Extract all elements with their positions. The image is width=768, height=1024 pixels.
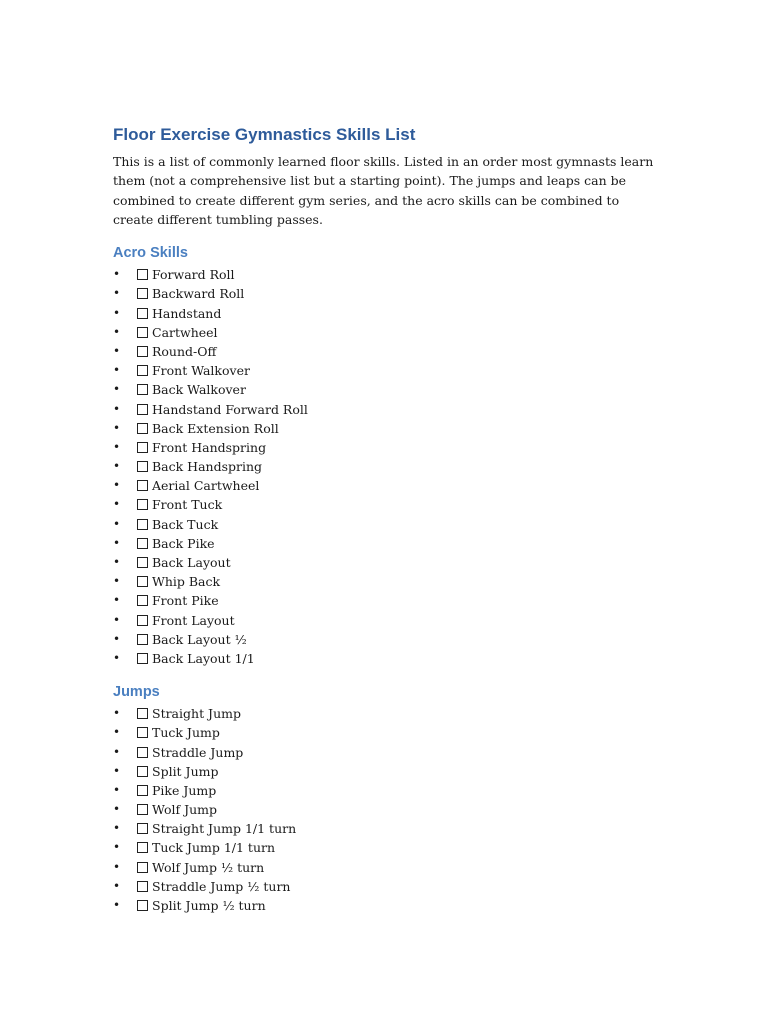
checkbox-icon bbox=[137, 384, 148, 395]
bullet-icon: • bbox=[113, 497, 121, 512]
bullet-icon: • bbox=[113, 516, 121, 531]
checkbox-icon bbox=[137, 346, 148, 357]
skill-label: Straight Jump bbox=[152, 706, 241, 722]
checkbox-icon bbox=[137, 708, 148, 719]
skill-label: Forward Roll bbox=[152, 267, 235, 283]
list-item bbox=[113, 534, 658, 553]
bullet-icon: • bbox=[113, 859, 121, 874]
skill-label: Back Walkover bbox=[152, 382, 246, 398]
bullet-icon: • bbox=[113, 744, 121, 759]
list-item bbox=[113, 877, 658, 896]
checkbox-icon bbox=[137, 480, 148, 491]
list-item bbox=[113, 896, 658, 915]
skill-label: Front Layout bbox=[152, 612, 235, 628]
bullet-icon: • bbox=[113, 763, 121, 778]
list-item bbox=[113, 265, 658, 284]
bullet-icon: • bbox=[113, 343, 121, 358]
skill-label: Front Tuck bbox=[152, 497, 223, 513]
skill-label: Wolf Jump ½ turn bbox=[152, 859, 265, 875]
checkbox-icon bbox=[137, 634, 148, 645]
list-item bbox=[113, 553, 658, 572]
skill-label: Backward Roll bbox=[152, 286, 245, 302]
skill-label: Front Pike bbox=[152, 593, 219, 609]
skill-label: Tuck Jump 1/1 turn bbox=[152, 840, 276, 856]
skill-label: Back Layout 1/1 bbox=[152, 650, 255, 666]
bullet-icon: • bbox=[113, 631, 121, 646]
checkbox-icon bbox=[137, 653, 148, 664]
document-page bbox=[113, 124, 658, 929]
skill-label: Back Handspring bbox=[152, 459, 263, 475]
list-item bbox=[113, 284, 658, 303]
checkbox-icon bbox=[137, 576, 148, 587]
bullet-icon: • bbox=[113, 878, 121, 893]
checkbox-icon bbox=[137, 615, 148, 626]
skill-label: Back Tuck bbox=[152, 516, 219, 532]
checkbox-icon bbox=[137, 288, 148, 299]
bullet-icon: • bbox=[113, 305, 121, 320]
skill-label: Aerial Cartwheel bbox=[152, 478, 260, 494]
checkbox-icon bbox=[137, 727, 148, 738]
list-item bbox=[113, 438, 658, 457]
bullet-icon: • bbox=[113, 802, 121, 817]
skill-label: Handstand Forward Roll bbox=[152, 401, 308, 417]
checkbox-icon bbox=[137, 747, 148, 758]
checkbox-icon bbox=[137, 538, 148, 549]
list-item bbox=[113, 591, 658, 610]
checkbox-icon bbox=[137, 308, 148, 319]
skill-label: Wolf Jump bbox=[152, 802, 218, 818]
skill-label: Back Extension Roll bbox=[152, 420, 279, 436]
skill-label: Front Handspring bbox=[152, 439, 267, 455]
list-item bbox=[113, 838, 658, 857]
checkbox-icon bbox=[137, 842, 148, 853]
intro-paragraph: This is a list of commonly learned floor skills. Listed in an order most gymnasts learn them (not a comprehensive list but a starting point). The jumps and leaps can be combined to create different gym series, and the acro skills can be combined to create different tumbling passes. bbox=[113, 154, 654, 227]
skill-label: Front Walkover bbox=[152, 363, 250, 379]
skill-label: Handstand bbox=[152, 305, 222, 321]
bullet-icon: • bbox=[113, 439, 121, 454]
list-item bbox=[113, 495, 658, 514]
list-item bbox=[113, 800, 658, 819]
bullet-icon: • bbox=[113, 267, 121, 282]
bullet-icon: • bbox=[113, 555, 121, 569]
skill-label: Split Jump bbox=[152, 763, 219, 779]
list-item bbox=[113, 419, 658, 438]
list-item bbox=[113, 572, 658, 591]
checkbox-icon bbox=[137, 327, 148, 338]
bullet-icon: • bbox=[113, 535, 121, 550]
bullet-icon: • bbox=[113, 401, 121, 416]
bullet-icon: • bbox=[113, 324, 121, 339]
list-item bbox=[113, 323, 658, 342]
checkbox-icon bbox=[137, 269, 148, 280]
checkbox-icon bbox=[137, 423, 148, 434]
checkbox-icon bbox=[137, 900, 148, 911]
skill-label: Straddle Jump bbox=[152, 744, 244, 760]
bullet-icon: • bbox=[113, 612, 121, 627]
list-item bbox=[113, 304, 658, 323]
checkbox-icon bbox=[137, 365, 148, 376]
skills-list bbox=[113, 265, 658, 668]
list-item bbox=[113, 762, 658, 781]
checkbox-icon bbox=[137, 557, 148, 568]
list-item bbox=[113, 457, 658, 476]
list-item bbox=[113, 704, 658, 723]
section-heading: Jumps bbox=[113, 684, 160, 701]
list-item bbox=[113, 400, 658, 419]
skill-label: Straight Jump 1/1 turn bbox=[152, 821, 297, 837]
skills-list bbox=[113, 704, 658, 915]
checkbox-icon bbox=[137, 595, 148, 606]
skill-label: Pike Jump bbox=[152, 782, 217, 798]
bullet-icon: • bbox=[113, 574, 121, 589]
list-item bbox=[113, 361, 658, 380]
bullet-icon: • bbox=[113, 382, 121, 397]
bullet-icon: • bbox=[113, 821, 121, 836]
list-item bbox=[113, 781, 658, 800]
bullet-icon: • bbox=[113, 898, 121, 912]
skill-label: Split Jump ½ turn bbox=[152, 898, 266, 913]
skill-label: Cartwheel bbox=[152, 324, 218, 340]
list-item bbox=[113, 743, 658, 762]
checkbox-icon bbox=[137, 766, 148, 777]
list-item bbox=[113, 476, 658, 495]
list-item bbox=[113, 858, 658, 877]
checkbox-icon bbox=[137, 442, 148, 453]
checkbox-icon bbox=[137, 499, 148, 510]
section-heading: Acro Skills bbox=[113, 245, 188, 262]
skill-label: Round-Off bbox=[152, 343, 217, 359]
checkbox-icon bbox=[137, 461, 148, 472]
bullet-icon: • bbox=[113, 840, 121, 855]
list-item bbox=[113, 611, 658, 630]
bullet-icon: • bbox=[113, 725, 121, 740]
checkbox-icon bbox=[137, 785, 148, 796]
skill-label: Back Layout bbox=[152, 555, 231, 570]
bullet-icon: • bbox=[113, 459, 121, 474]
document-title: Floor Exercise Gymnastics Skills List bbox=[113, 125, 416, 144]
bullet-icon: • bbox=[113, 782, 121, 797]
checkbox-icon bbox=[137, 862, 148, 873]
list-item bbox=[113, 723, 658, 742]
checkbox-icon bbox=[137, 823, 148, 834]
checkbox-icon bbox=[137, 519, 148, 530]
checkbox-icon bbox=[137, 881, 148, 892]
skill-label: Tuck Jump bbox=[152, 725, 220, 741]
bullet-icon: • bbox=[113, 420, 121, 435]
list-item bbox=[113, 630, 658, 649]
bullet-icon: • bbox=[113, 593, 121, 608]
bullet-icon: • bbox=[113, 363, 121, 378]
list-item bbox=[113, 380, 658, 399]
sections-container bbox=[113, 243, 658, 915]
checkbox-icon bbox=[137, 804, 148, 815]
bullet-icon: • bbox=[113, 478, 121, 493]
skill-label: Whip Back bbox=[152, 574, 221, 590]
list-item bbox=[113, 819, 658, 838]
bullet-icon: • bbox=[113, 706, 121, 721]
skill-label: Straddle Jump ½ turn bbox=[152, 878, 291, 894]
list-item bbox=[113, 515, 658, 534]
skill-label: Back Pike bbox=[152, 535, 215, 551]
list-item bbox=[113, 342, 658, 361]
bullet-icon: • bbox=[113, 286, 121, 301]
checkbox-icon bbox=[137, 404, 148, 415]
list-item bbox=[113, 649, 658, 668]
skill-label: Back Layout ½ bbox=[152, 631, 247, 647]
bullet-icon: • bbox=[113, 650, 121, 665]
